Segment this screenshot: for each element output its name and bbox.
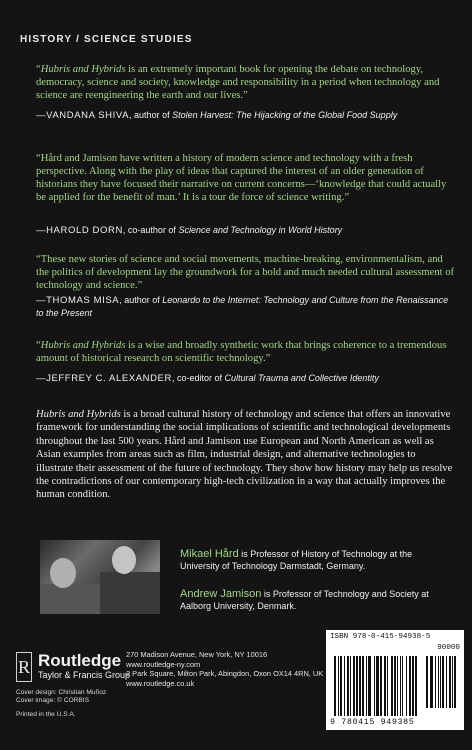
blurb-quote-4: “Hubris and Hybrids is a wise and broadly synthetic work that brings coherence to a tremendous amount of historical research on scientific technology.” (36, 340, 447, 364)
author-bio-2: Andrew Jamison is Professor of Technology and Society at Aalborg University, Denmark. (180, 588, 429, 611)
blurb-quote-4-book-title: Hubris and Hybrids (40, 340, 126, 351)
category-label: HISTORY / SCIENCE STUDIES (20, 34, 193, 45)
price-addon-number: 90000 (437, 644, 460, 652)
blurb-attribution-2: —HAROLD DORN, co-author of Science and Technology in World History (36, 225, 343, 236)
author-name-1: Mikael Hård (180, 548, 239, 560)
author-name-2: Andrew Jamison (180, 588, 262, 600)
isbn-barcode (326, 630, 464, 730)
isbn-label: ISBN 978-0-415-94938-5 (330, 633, 431, 641)
publisher-name: Routledge (38, 651, 122, 670)
blurb-quote-3: “These new stories of science and social movements, machine-breaking, environmentalism, and the politics of development lay the groundwork for a bold and much needed cultural assessment of technology and science.” (36, 254, 455, 291)
barcode-bars (334, 656, 420, 716)
routledge-logo-icon: R (16, 652, 32, 682)
blurb-attribution-1: —VANDANA SHIVA, author of Stolen Harvest: The Hijacking of the Global Food Supply (36, 110, 398, 121)
blurb-quote-1: “Hubris and Hybrids is an extremely important book for opening the debate on technology, democracy, science and society, knowledge and responsibility in a period when technology and science are reengineering the earth and our lives.” (36, 64, 440, 101)
blurb-quote-2: “Hård and Jamison have written a history of modern science and technology with a fresh perspective. Along with the play of ideas that captured the interest of an older generation of historians they have focused their narrative on current concerns—‘knowledge that could actually be applied for the benefit of man.’ It is a tour de force of science writing.” (36, 153, 447, 203)
blurb-quote-1-book-title: Hubris and Hybrids (40, 64, 126, 75)
book-description: Hubris and Hybrids is a broad cultural history of technology and science that offers an innovative framework for understanding the social implications of scientific and technological developments throughout the last 500 years. Hård and Jamison use European and North American as well as Asian examples from areas such as film, industrial design, and alternative technologies to illustrate their assessment of the future of technology. They show how history may help us resolve the contradictions of our contemporary high-tech civilization in a way that actually improves the human condition. (36, 409, 453, 501)
addon-barcode-bars (426, 656, 460, 708)
barcode-digits: 9 780415 949385 (330, 717, 415, 727)
blurb-attribution-4: —JEFFREY C. ALEXANDER, co-editor of Cultural Trauma and Collective Identity (36, 373, 379, 384)
publisher-brand (38, 652, 130, 681)
description-book-title: Hubris and Hybrids (36, 409, 121, 420)
author-bio-1: Mikael Hård is Professor of History of Technology at the University of Technology Darmstadt, Germany. (180, 548, 413, 571)
author-photo (40, 540, 160, 614)
cover-credits: Cover design: Christian Muñoz Cover image: © CORBIS Printed in the U.S.A. (16, 689, 107, 718)
publisher-group: Taylor & Francis Group (38, 670, 131, 680)
publisher-address: 270 Madison Avenue, New York, NY 10016 www.routledge-ny.com 2 Park Square, Milton Park, Abingdon, Oxon OX14 4RN, UK www.routledge.co.uk (126, 650, 324, 688)
blurb-attribution-3: —THOMAS MISA, author of Leonardo to the Internet: Technology and Culture from the Renaissance to the Present (36, 295, 449, 318)
